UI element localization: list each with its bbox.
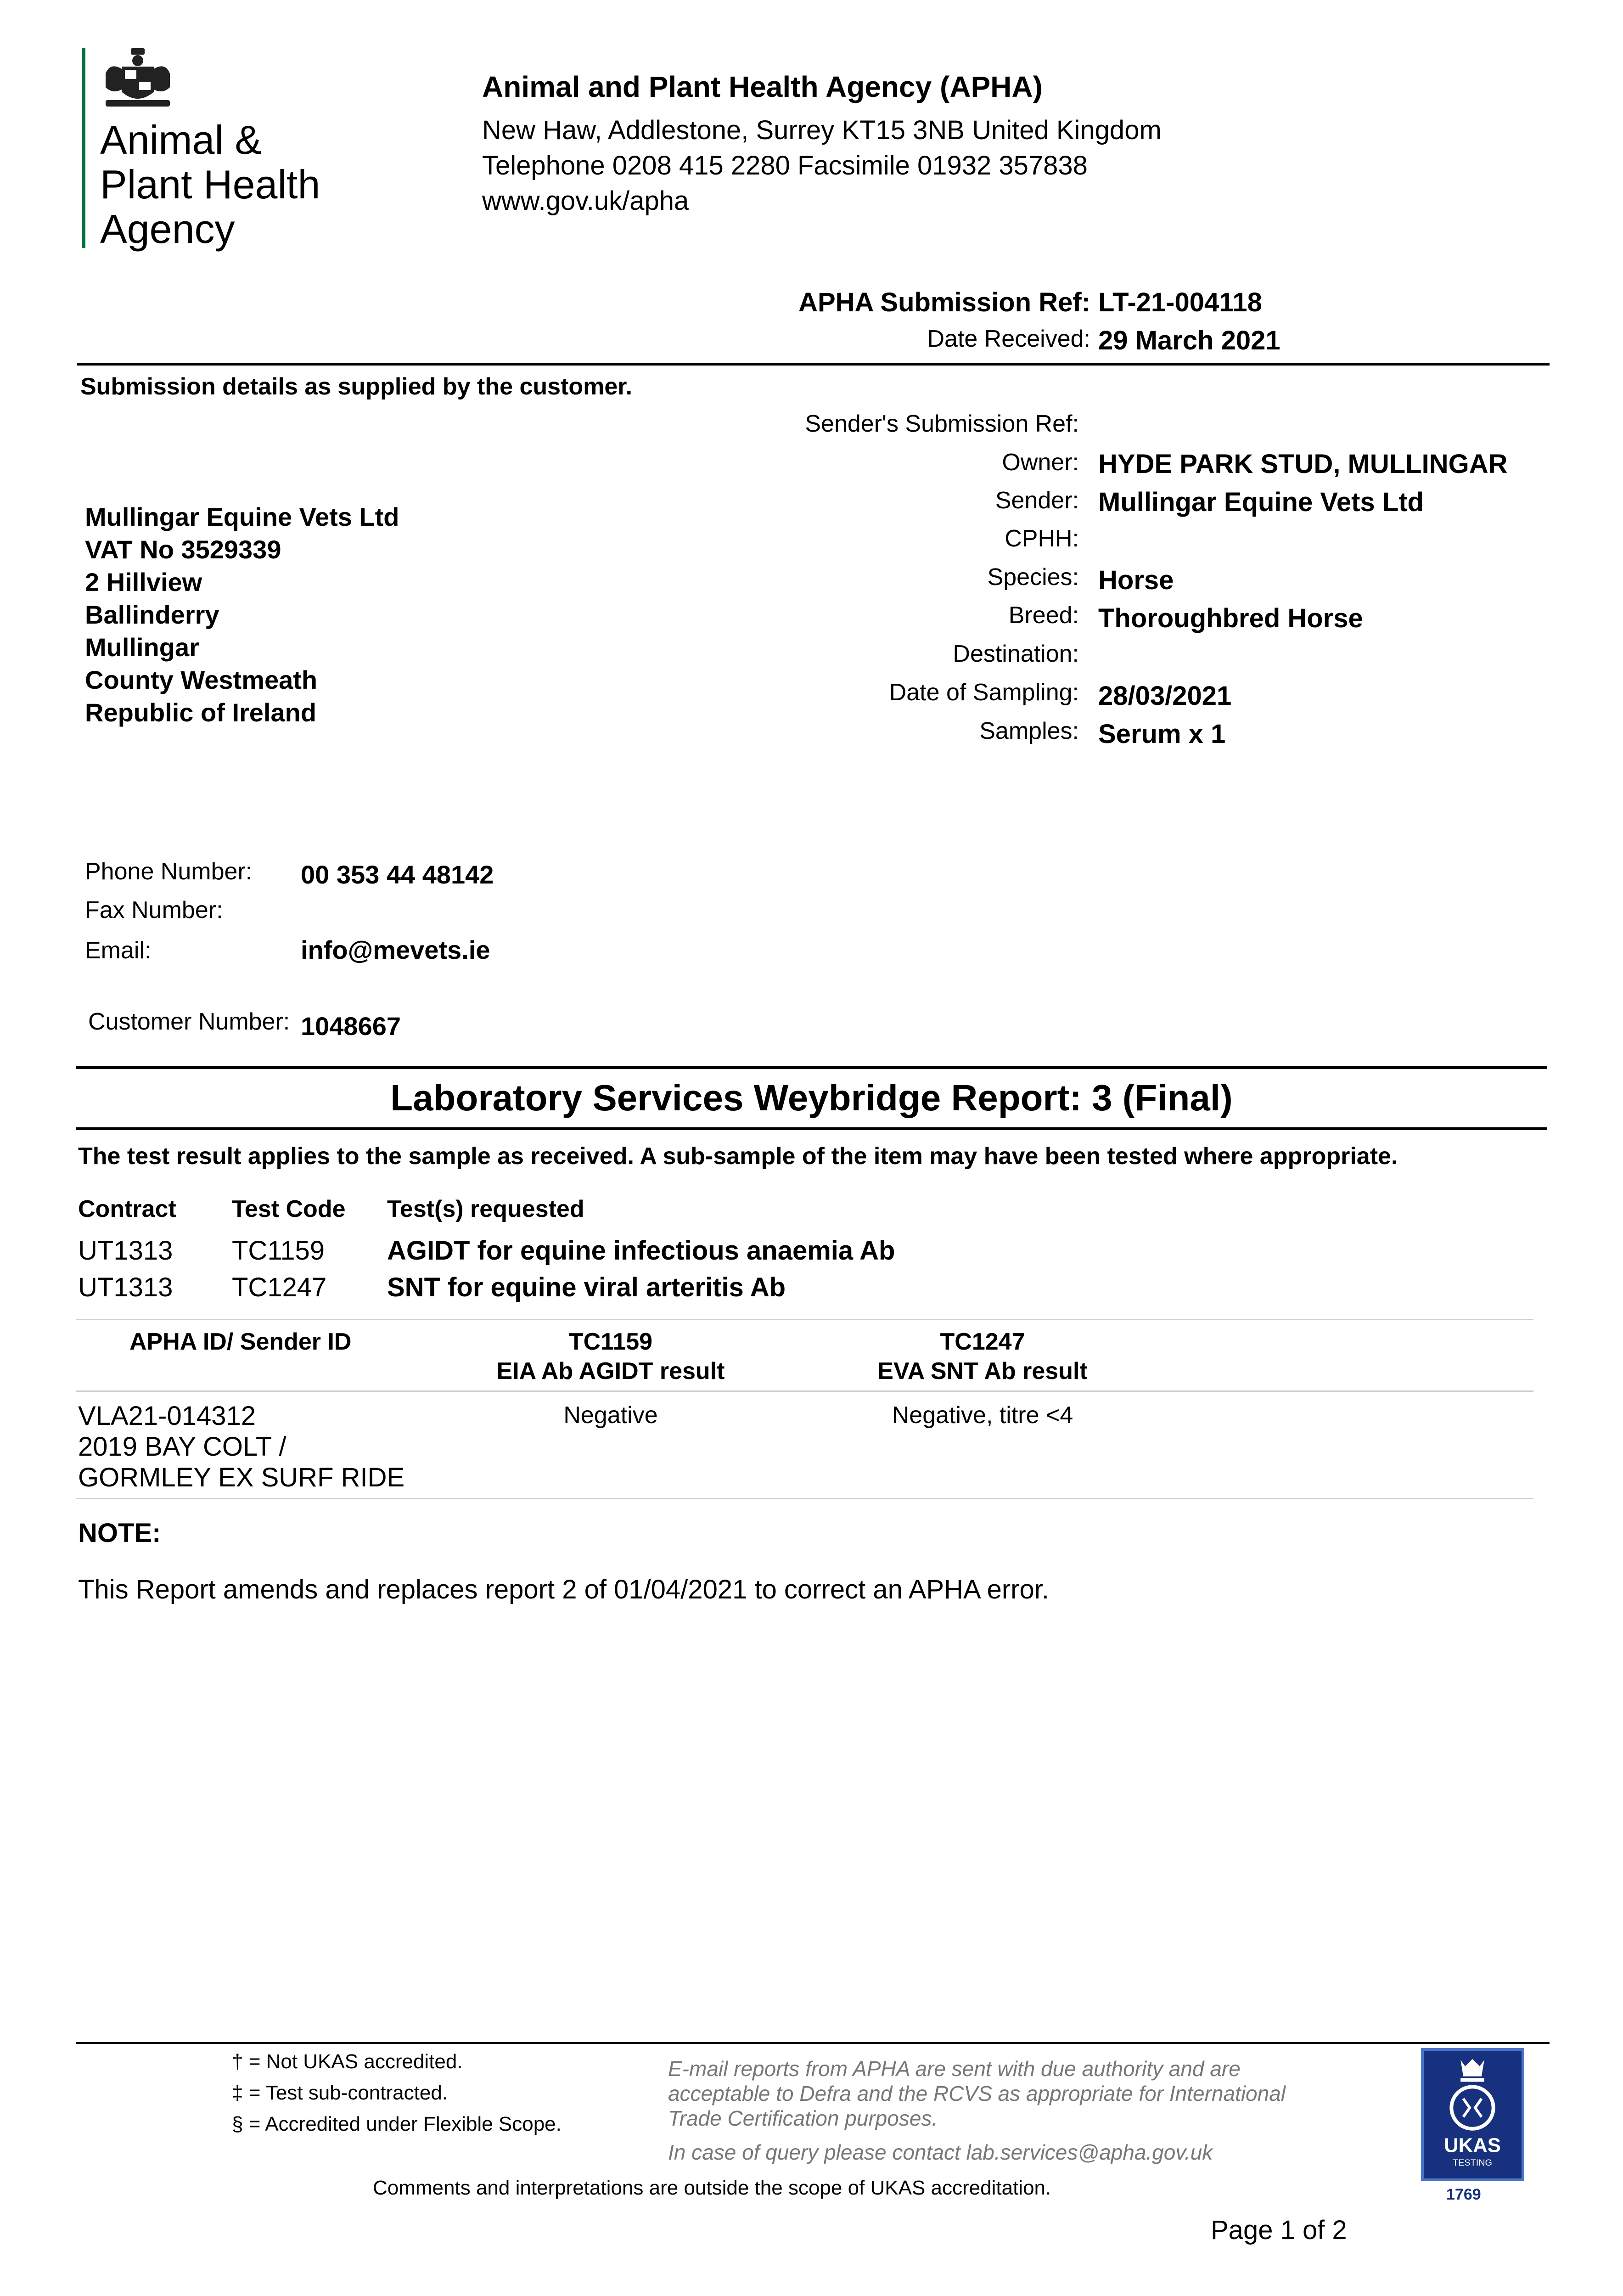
sampling-date-value: 28/03/2021 [1098,681,1232,711]
test-contract: UT1313 [78,1272,173,1302]
logo-text-line2: Plant Health [100,162,320,207]
agency-address: New Haw, Addlestone, Surrey KT15 3NB United Kingdom [482,115,1162,145]
report-divider-top [76,1066,1547,1069]
phone-label: Phone Number: [85,858,253,885]
note-text: This Report amends and replaces report 2 of 01/04/2021 to correct an APHA error. [78,1575,1049,1604]
email-value[interactable]: info@mevets.ie [301,935,490,964]
result-sender-id-line2: GORMLEY EX SURF RIDE [78,1463,405,1492]
address-line: Mullingar Equine Vets Ltd [85,502,399,531]
ukas-logo [1421,2048,1524,2181]
customer-number-value: 1048667 [301,1012,401,1041]
report-disclaimer: The test result applies to the sample as received. A sub-sample of the item may have been tested where appropriate. [78,1143,1398,1170]
ukas-scope-note: Comments and interpretations are outside the scope of UKAS accreditation. [373,2177,1051,2199]
address-line: Mullingar [85,633,199,662]
ukas-number: 1769 [1446,2186,1481,2203]
results-header-tc1247-code: TC1247 [940,1328,1025,1355]
test-code: TC1247 [232,1272,327,1302]
query-note: In case of query please contact lab.services@apha.gov.uk [668,2140,1213,2164]
results-header-tc1159-code: TC1159 [568,1328,653,1355]
species-label: Species: [987,564,1079,591]
test-name: AGIDT for equine infectious anaemia Ab [387,1236,895,1266]
logo-accent-bar [82,48,85,248]
legend-sub-contracted: ‡ = Test sub-contracted. [232,2082,448,2104]
senders-ref-label: Sender's Submission Ref: [805,411,1079,437]
results-header-tc1247-name: EVA SNT Ab result [877,1358,1088,1384]
agency-name: Animal and Plant Health Agency (APHA) [482,70,1043,103]
owner-value: HYDE PARK STUD, MULLINGAR [1098,449,1508,479]
result-eva: Negative, titre <4 [892,1402,1073,1429]
ukas-sub-text: TESTING [1453,2158,1493,2168]
phone-value: 00 353 44 48142 [301,860,494,889]
test-contract: UT1313 [78,1236,173,1266]
destination-label: Destination: [953,641,1079,667]
legend-not-accredited: † = Not UKAS accredited. [232,2050,463,2073]
breed-value: Thoroughbred Horse [1098,603,1363,633]
cphh-label: CPHH: [1005,525,1079,552]
email-note-line1: E-mail reports from APHA are sent with due authority and are [668,2057,1241,2081]
submission-ref-value: LT-21-004118 [1098,287,1262,317]
report-divider-bottom [76,1127,1547,1130]
result-sender-id-line1: 2019 BAY COLT / [78,1432,286,1462]
header-divider [77,363,1550,366]
address-line: VAT No 3529339 [85,535,281,564]
date-received-value: 29 March 2021 [1098,326,1280,355]
agency-website[interactable]: www.gov.uk/apha [482,186,689,216]
address-line: 2 Hillview [85,568,202,597]
address-line: County Westmeath [85,665,318,694]
ukas-crown-icon [1424,2051,1522,2178]
customer-number-label: Customer Number: [88,1008,290,1035]
sender-label: Sender: [995,487,1079,514]
address-line: Ballinderry [85,600,219,629]
footer-divider [76,2042,1550,2044]
results-header-id: APHA ID/ Sender ID [129,1328,352,1355]
customer-supplied-note: Submission details as supplied by the customer. [80,373,633,400]
samples-value: Serum x 1 [1098,719,1226,749]
agency-phone-fax: Telephone 0208 415 2280 Facsimile 01932 357838 [482,151,1088,180]
samples-label: Samples: [979,718,1079,744]
email-note-line3: Trade Certification purposes. [668,2106,938,2130]
legend-flexible-scope: § = Accredited under Flexible Scope. [232,2113,562,2135]
sender-value: Mullingar Equine Vets Ltd [1098,487,1424,517]
submission-ref-label: APHA Submission Ref: [798,287,1090,317]
test-name: SNT for equine viral arteritis Ab [387,1272,786,1302]
report-title: Laboratory Services Weybridge Report: 3 (Final) [390,1077,1233,1118]
tests-header-test-code: Test Code [232,1196,346,1222]
fax-label: Fax Number: [85,897,223,923]
test-code: TC1159 [232,1236,325,1266]
results-header-tc1159-name: EIA Ab AGIDT result [496,1358,725,1384]
note-label: NOTE: [78,1518,161,1548]
email-label: Email: [85,937,152,964]
result-eia: Negative [563,1402,658,1429]
sampling-date-label: Date of Sampling: [889,679,1079,706]
results-divider-bottom [76,1498,1533,1499]
date-received-label: Date Received: [927,326,1090,352]
address-line: Republic of Ireland [85,698,317,727]
ukas-text: UKAS [1444,2134,1501,2157]
owner-label: Owner: [1002,449,1079,476]
tests-header-requested: Test(s) requested [387,1196,584,1222]
breed-label: Breed: [1008,602,1079,629]
results-divider-top [76,1319,1533,1320]
results-divider-mid [76,1390,1533,1392]
species-value: Horse [1098,565,1174,595]
logo-text-line3: Agency [100,206,235,252]
tests-header-contract: Contract [78,1196,176,1222]
royal-crest-icon [96,46,179,115]
page-number: Page 1 of 2 [1211,2215,1347,2245]
email-note-line2: acceptable to Defra and the RCVS as appropriate for International [668,2082,1286,2105]
result-apha-id: VLA21-014312 [78,1401,256,1431]
logo-text-line1: Animal & [100,117,262,163]
